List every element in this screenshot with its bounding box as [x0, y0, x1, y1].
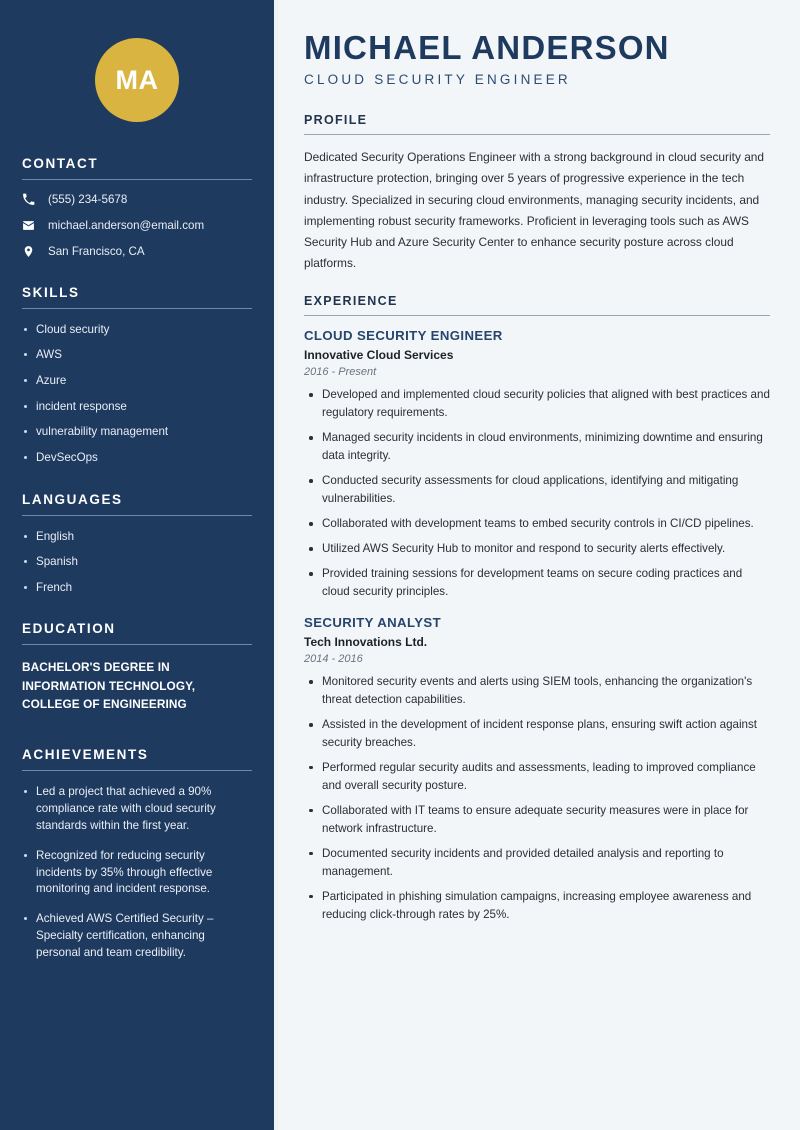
- contact-item-email[interactable]: [22, 219, 252, 233]
- contact-phone-value: (555) 234-5678: [48, 193, 128, 206]
- envelope-icon: [22, 219, 42, 232]
- list-item: Documented security incidents and provided detailed analysis and reporting to management.: [304, 845, 770, 881]
- contact-item-phone[interactable]: [22, 193, 252, 207]
- main-content: [278, 0, 800, 1130]
- location-pin-icon: [22, 245, 42, 258]
- phone-icon: [22, 193, 42, 206]
- list-item: English: [22, 529, 252, 545]
- languages-heading: LANGUAGES: [22, 491, 123, 507]
- list-item: Cloud security: [22, 322, 252, 338]
- contact-heading: CONTACT: [22, 156, 99, 171]
- experience-divider: [304, 315, 770, 316]
- languages-list: [22, 529, 252, 596]
- list-item: Led a project that achieved a 90% compliance rate with cloud security standards within the first year.: [22, 784, 252, 834]
- sidebar-section-achievements: [22, 747, 252, 961]
- list-item: Assisted in the development of incident response plans, ensuring swift action against security breaches.: [304, 716, 770, 752]
- achievements-heading: ACHIEVEMENTS: [22, 747, 149, 763]
- sidebar-section-education: [22, 621, 252, 713]
- list-item: Provided training sessions for development teams on secure coding practices and cloud security principles.: [304, 565, 770, 601]
- skills-list: [22, 322, 252, 466]
- sidebar-section-contact: [22, 156, 252, 259]
- list-item: Utilized AWS Security Hub to monitor and respond to security alerts effectively.: [304, 540, 770, 558]
- languages-divider: [22, 515, 252, 516]
- experience-entry: [304, 328, 770, 601]
- sidebar-spacer: [22, 739, 252, 747]
- job-role-subtitle: CLOUD SECURITY ENGINEER: [304, 72, 571, 88]
- skills-heading: SKILLS: [22, 284, 80, 300]
- avatar: MA: [95, 38, 179, 122]
- list-item: French: [22, 580, 252, 596]
- job-bullet-list: [304, 673, 770, 924]
- contact-email-value: michael.anderson@email.com: [48, 218, 205, 232]
- main-section-profile: [304, 113, 770, 274]
- main-section-experience: [304, 294, 770, 923]
- profile-heading: PROFILE: [304, 113, 368, 128]
- job-company: Innovative Cloud Services: [304, 348, 454, 363]
- sidebar-section-skills: [22, 285, 252, 466]
- job-bullet-list: [304, 386, 770, 601]
- list-item: Recognized for reducing security incidents by 35% through effective monitoring and incident response.: [22, 848, 252, 898]
- experience-entry: [304, 615, 770, 924]
- skills-divider: [22, 308, 252, 309]
- avatar-container: [22, 0, 252, 156]
- job-title: CLOUD SECURITY ENGINEER: [304, 328, 503, 344]
- achievements-list: [22, 784, 252, 961]
- list-item: Conducted security assessments for cloud applications, identifying and mitigating vulnerabilities.: [304, 472, 770, 508]
- contact-location-value: San Francisco, CA: [48, 244, 145, 258]
- list-item: Collaborated with development teams to embed security controls in CI/CD pipelines.: [304, 515, 770, 533]
- contact-item-location[interactable]: [22, 245, 252, 259]
- list-item: vulnerability management: [22, 424, 252, 440]
- achievements-divider: [22, 770, 252, 771]
- list-item: Participated in phishing simulation campaigns, increasing employee awareness and reducing click-through rates by 25%.: [304, 888, 770, 924]
- list-item: Achieved AWS Certified Security – Specialty certification, enhancing personal and team credibility.: [22, 911, 252, 961]
- list-item: Performed regular security audits and assessments, leading to improved compliance and overall security posture.: [304, 759, 770, 795]
- list-item: DevSecOps: [22, 450, 252, 466]
- job-dates: 2016 - Present: [304, 366, 377, 379]
- sidebar-section-languages: [22, 492, 252, 596]
- experience-heading: EXPERIENCE: [304, 294, 398, 309]
- list-item: Spanish: [22, 554, 252, 570]
- education-entry: BACHELOR'S DEGREE IN INFORMATION TECHNOLOGY, COLLEGE OF ENGINEERING: [22, 660, 196, 712]
- profile-divider: [304, 134, 770, 135]
- list-item: Monitored security events and alerts using SIEM tools, enhancing the organization's threat detection capabilities.: [304, 673, 770, 709]
- job-dates: 2014 - 2016: [304, 653, 363, 666]
- education-heading: EDUCATION: [22, 621, 116, 637]
- list-item: Collaborated with IT teams to ensure adequate security measures were in place for network infrastructure.: [304, 802, 770, 838]
- education-divider: [22, 644, 252, 645]
- sidebar: [0, 0, 278, 1130]
- page-title: MICHAEL ANDERSON: [304, 29, 670, 66]
- list-item: Managed security incidents in cloud environments, minimizing downtime and ensuring data integrity.: [304, 429, 770, 465]
- contact-divider: [22, 179, 252, 180]
- list-item: Azure: [22, 373, 252, 389]
- list-item: AWS: [22, 347, 252, 363]
- list-item: Developed and implemented cloud security policies that aligned with best practices and regulatory requirements.: [304, 386, 770, 422]
- job-company: Tech Innovations Ltd.: [304, 635, 428, 650]
- list-item: incident response: [22, 399, 252, 415]
- profile-text: Dedicated Security Operations Engineer with a strong background in cloud security and infrastructure protection, bringing over 5 years of progressive experience in the tech industry. Specialized in securing cloud environments, managing security incidents, and implementing robust security frameworks. Proficient in leveraging tools such as AWS Security Hub and Azure Security Center to enhance security posture across cloud platforms.: [304, 150, 765, 271]
- job-title: SECURITY ANALYST: [304, 615, 442, 631]
